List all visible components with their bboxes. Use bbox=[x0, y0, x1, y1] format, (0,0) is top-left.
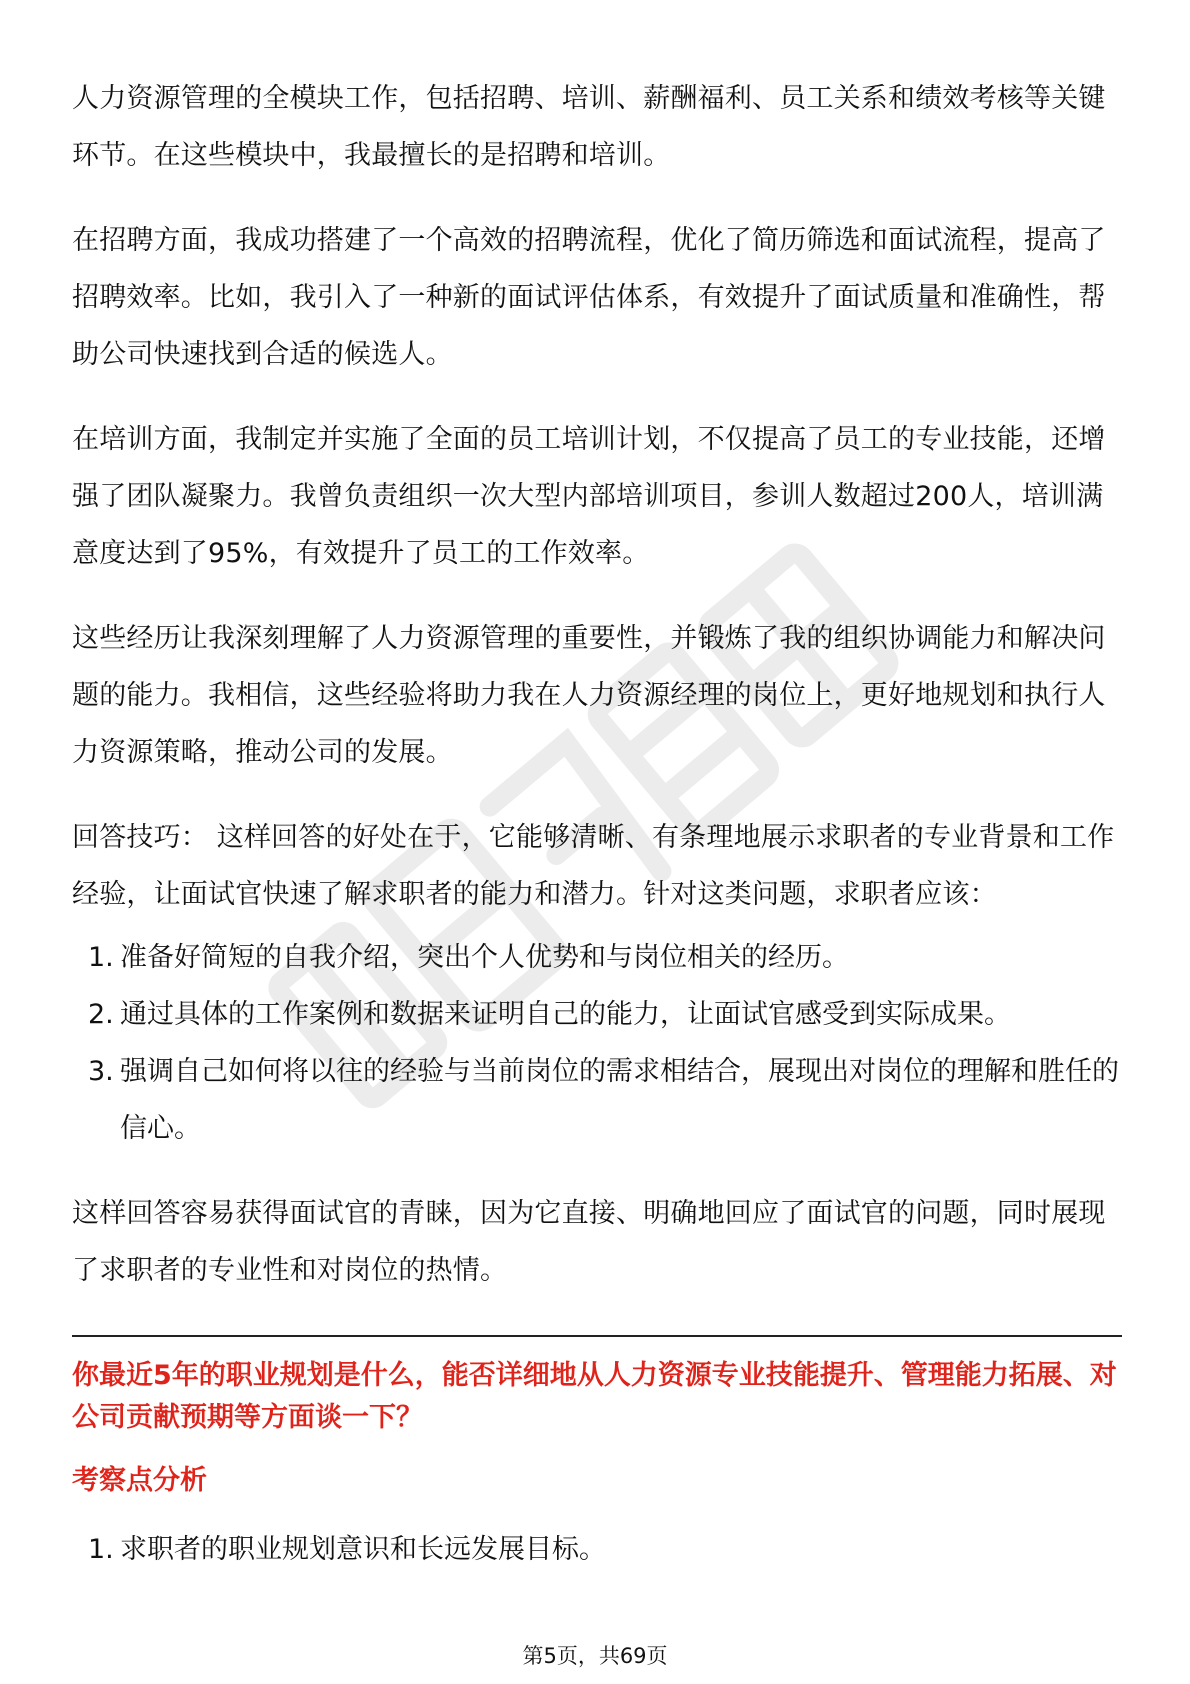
paragraph-closing: 这样回答容易获得面试官的青睐，因为它直接、明确地回应了面试官的问题，同时展现了求职者的专业性和对岗位的热情。 bbox=[72, 1198, 1106, 1286]
document-body bbox=[72, 70, 1122, 1578]
list-text: 强调自己如何将以往的经验与当前岗位的需求相结合，展现出对岗位的理解和胜任的信心。 bbox=[120, 1056, 1119, 1144]
paragraph-recruiting: 在招聘方面，我成功搭建了一个高效的招聘流程，优化了简历筛选和面试流程，提高了招聘效率。比如，我引入了一种新的面试评估体系，有效提升了面试质量和准确性，帮助公司快速找到合适的候选人。 bbox=[72, 225, 1106, 370]
paragraph-answer-tips: 回答技巧： 这样回答的好处在于，它能够清晰、有条理地展示求职者的专业背景和工作经验，让面试官快速了解求职者的能力和潜力。针对这类问题，求职者应该： bbox=[72, 822, 1115, 910]
tips-list bbox=[72, 929, 1122, 1157]
list-text: 求职者的职业规划意识和长远发展目标。 bbox=[120, 1534, 606, 1565]
analysis-heading: 考察点分析 bbox=[72, 1465, 207, 1496]
list-number: 1. bbox=[88, 942, 114, 973]
list-item bbox=[72, 986, 1122, 1043]
list-number: 1. bbox=[88, 1534, 114, 1565]
paragraph-hr-modules: 人力资源管理的全模块工作，包括招聘、培训、薪酬福利、员工关系和绩效考核等关键环节。在这些模块中，我最擅长的是招聘和培训。 bbox=[72, 83, 1106, 171]
list-item bbox=[72, 1521, 1122, 1578]
section-divider bbox=[72, 1335, 1122, 1337]
list-text: 通过具体的工作案例和数据来证明自己的能力，让面试官感受到实际成果。 bbox=[120, 999, 1011, 1030]
analysis-list bbox=[72, 1521, 1122, 1578]
list-text: 准备好简短的自我介绍，突出个人优势和与岗位相关的经历。 bbox=[120, 942, 849, 973]
list-number: 2. bbox=[88, 999, 114, 1030]
list-item bbox=[72, 929, 1122, 986]
list-number: 3. bbox=[88, 1056, 114, 1087]
paragraph-experience-summary: 这些经历让我深刻理解了人力资源管理的重要性，并锻炼了我的组织协调能力和解决问题的能力。我相信，这些经验将助力我在人力资源经理的岗位上，更好地规划和执行人力资源策略，推动公司的发展。 bbox=[72, 623, 1106, 768]
page-footer: 第5页，共69页 bbox=[522, 1644, 668, 1668]
paragraph-training: 在培训方面，我制定并实施了全面的员工培训计划，不仅提高了员工的专业技能，还增强了团队凝聚力。我曾负责组织一次大型内部培训项目，参训人数超过200人，培训满意度达到了95%，有效提升了员工的工作效率。 bbox=[72, 424, 1106, 569]
question-heading: 你最近5年的职业规划是什么，能否详细地从人力资源专业技能提升、管理能力拓展、对公司贡献预期等方面谈一下？ bbox=[72, 1360, 1117, 1433]
list-item bbox=[72, 1043, 1122, 1157]
